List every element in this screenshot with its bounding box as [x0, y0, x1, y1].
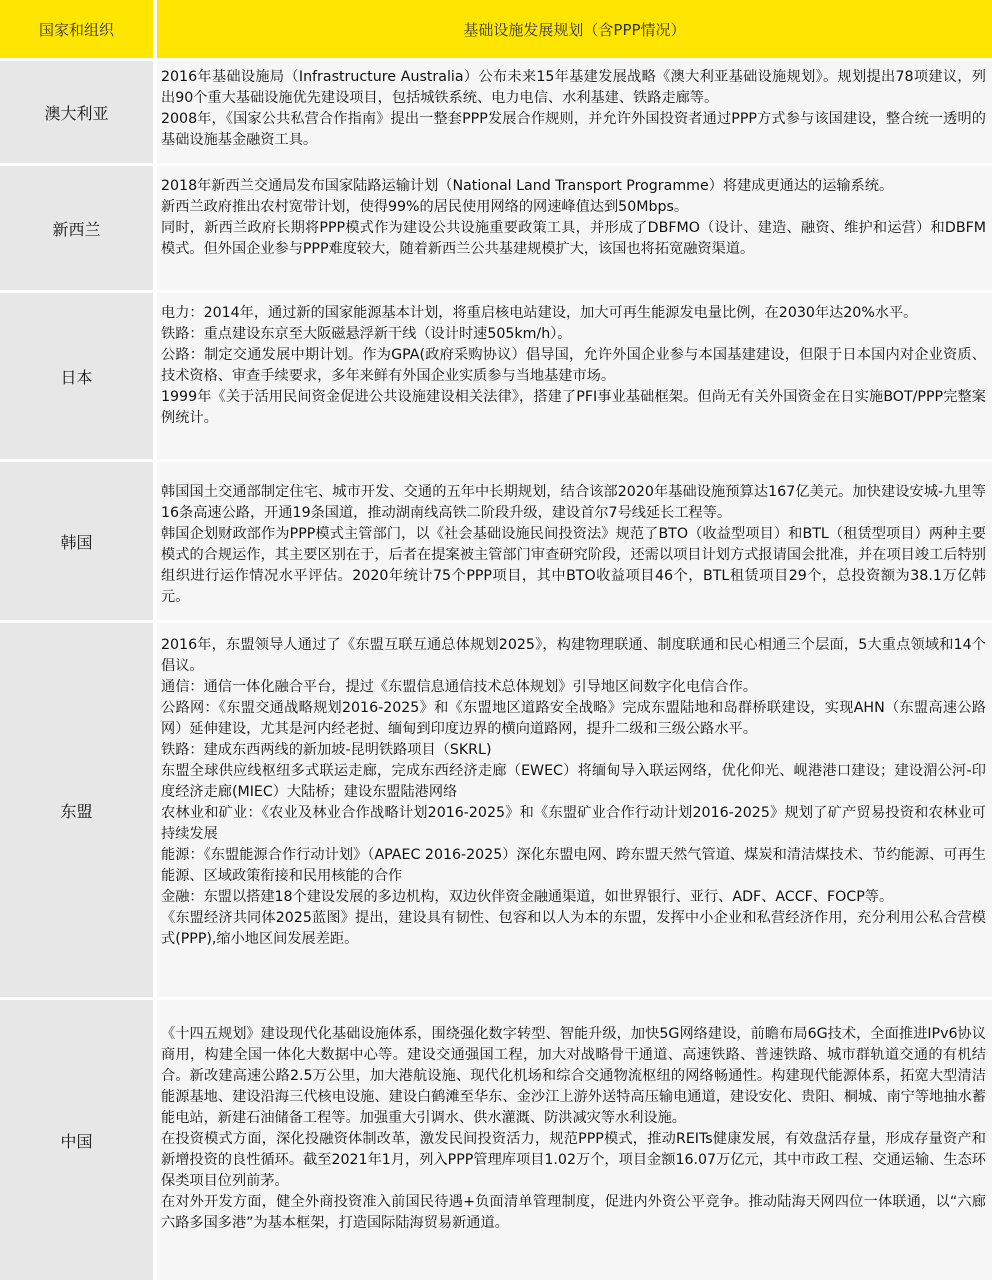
plan-paragraph: 铁路：重点建设东京至大阪磁悬浮新干线（设计时速505km/h）。: [161, 326, 572, 342]
plan-paragraph: 新西兰政府推出农村宽带计划，使得99%的居民使用网络的网速峰值达到50Mbps。: [161, 199, 689, 215]
plan-paragraph: 同时，新西兰政府长期将PPP模式作为建设公共设施重要政策工具，并形成了DBFMO（设计、建造、融资、维护和运营）和DBFM模式。但外国企业参与PPP难度较大，随着新西兰公共基建规模扩大，该国也将拓宽融资渠道。: [161, 220, 986, 257]
row-plan-korea: [157, 462, 992, 620]
table-row: [0, 1000, 992, 1280]
row-plan-new-zealand: [157, 166, 992, 290]
plan-paragraph: 2018年新西兰交通局发布国家陆路运输计划（National Land Transport Programme）将建成更通达的运输系统。: [161, 178, 894, 194]
plan-paragraph: 电力：2014年，通过新的国家能源基本计划，将重启核电站建设，加大可再生能源发电量比例，在2030年达20%水平。: [161, 305, 918, 321]
header-plan: 基础设施发展规划（含PPP情况）: [157, 0, 992, 58]
table-row: [0, 61, 992, 163]
table-header: [0, 0, 992, 58]
plan-paragraph: 《十四五规划》建设现代化基础设施体系，围绕强化数字转型、智能升级，加快5G网络建设，前瞻布局6G技术，全面推进IPv6协议商用，构建全国一体化大数据中心等。建设交通强国工程，加大对战略骨干通道、高速铁路、普速铁路、城市群轨道交通的有机结合。新改建高速公路2.5万公里，加大港航设施、现代化机场和综合交通物流枢纽的网络畅通性。构建现代能源体系，拓宽大型清洁能源基地、建设沿海三代核电设施、建设白鹤滩至华东、金沙江上游外送特高压输电通道，建设安化、贵阳、桐城、南宁等地抽水蓄能电站，新建石油储备工程等。加强重大引调水、供水灌溉、防洪减灾等水利设施。: [161, 1026, 986, 1126]
row-country-australia: 澳大利亚: [0, 61, 153, 163]
row-plan-australia: [157, 61, 992, 163]
plan-paragraph: 在投资模式方面，深化投融资体制改革，激发民间投资活力，规范PPP模式，推动REITs健康发展，有效盘活存量，形成存量资产和新增投资的良性循环。截至2021年1月，列入PPP管理库项目1.02万个，项目金额16.07万亿元，其中市政工程、交通运输、生态环保类项目位列前茅。: [161, 1131, 986, 1189]
header-country: 国家和组织: [0, 0, 153, 58]
plan-paragraph: 在对外开发方面，健全外商投资准入前国民待遇+负面清单管理制度，促进内外资公平竞争。推动陆海天网四位一体联通，以“六廊六路多国多港”为基本框架，打造国际陆海贸易新通道。: [161, 1194, 986, 1231]
plan-paragraph: 东盟全球供应线枢纽多式联运走廊，完成东西经济走廊（EWEC）将缅甸导入联运网络，优化仰光、岘港港口建设；建设湄公河-印度经济走廊(MIEC）大陆桥；建设东盟陆港网络: [161, 763, 986, 800]
plan-paragraph: 能源：《东盟能源合作行动计划》（APAEC 2016-2025）深化东盟电网、跨东盟天然气管道、煤炭和清洁煤技术、节约能源、可再生能源、区域政策衔接和民用核能的合作: [161, 847, 986, 884]
plan-paragraph: 《东盟经济共同体2025蓝图》提出，建设具有韧性、包容和以人为本的东盟，发挥中小企业和私营经济作用，充分利用公私合营模式(PPP),缩小地区间发展差距。: [161, 910, 986, 947]
table-row: [0, 293, 992, 459]
row-country-asean: 东盟: [0, 623, 153, 997]
plan-paragraph: 2016年，东盟领导人通过了《东盟互联互通总体规划2025》，构建物理联通、制度联通和民心相通三个层面，5大重点领域和14个倡议。: [161, 637, 986, 674]
plan-paragraph: 通信：通信一体化融合平台，提过《东盟信息通信技术总体规划》引导地区间数字化电信合作。: [161, 679, 757, 695]
row-country-china: 中国: [0, 1000, 153, 1280]
row-country-new-zealand: 新西兰: [0, 166, 153, 290]
plan-paragraph: 韩国国土交通部制定住宅、城市开发、交通的五年中长期规划，结合该部2020年基础设施预算达167亿美元。加快建设安城-九里等16条高速公路，开通19条国道，推动湖南线高铁二阶段升级，建设首尔7号线延长工程等。: [161, 484, 986, 521]
table-row: [0, 623, 992, 997]
row-plan-japan: [157, 293, 992, 459]
row-plan-asean: [157, 623, 992, 997]
table-row: [0, 166, 992, 290]
row-country-korea: 韩国: [0, 462, 153, 620]
plan-paragraph: 铁路：建成东西两线的新加坡-昆明铁路项目（SKRL): [161, 742, 492, 758]
plan-paragraph: 金融：东盟以搭建18个建设发展的多边机构，双边伙伴资金融通渠道，如世界银行、亚行、ADF、ACCF、FOCP等。: [161, 889, 894, 905]
plan-paragraph: 韩国企划财政部作为PPP模式主管部门，以《社会基础设施民间投资法》规范了BTO（收益型项目）和BTL（租赁型项目）两种主要模式的合规运作，其主要区别在于，后者在提案被主管部门审查研究阶段，还需以项目计划方式报请国会批准，并在项目竣工后特别组织进行运作情况水平评估。2020年统计75个PPP项目，其中BTO收益项目46个，BTL租赁项目29个，总投资额为38.1万亿韩元。: [161, 526, 986, 605]
table-row: [0, 462, 992, 620]
plan-paragraph: 2008年，《国家公共私营合作指南》提出一整套PPP发展合作规则，并允许外国投资者通过PPP方式参与该国建设，整合统一透明的基础设施基金融资工具。: [161, 111, 986, 148]
plan-paragraph: 农林业和矿业：《农业及林业合作战略计划2016-2025》和《东盟矿业合作行动计划2016-2025》规划了矿产贸易投资和农林业可持续发展: [161, 805, 986, 842]
plan-paragraph: 公路网：《东盟交通战略规划2016-2025》和《东盟地区道路安全战略》完成东盟陆地和岛群桥联建设，实现AHN（东盟高速公路网）延伸建设，尤其是河内经老挝、缅甸到印度边界的横向道路网，提升二级和三级公路水平。: [161, 700, 986, 737]
row-country-japan: 日本: [0, 293, 153, 459]
row-plan-china: [157, 1000, 992, 1280]
plan-paragraph: 2016年基础设施局（Infrastructure Australia）公布未来15年基建发展战略《澳大利亚基础设施规划》。规划提出78项建议，列出90个重大基础设施优先建设项目，包括城铁系统、电力电信、水利基建、铁路走廊等。: [161, 69, 986, 106]
plan-paragraph: 1999年《关于活用民间资金促进公共设施建设相关法律》，搭建了PFI事业基础框架。但尚无有关外国资金在日实施BOT/PPP完整案例统计。: [161, 389, 986, 426]
plan-paragraph: 公路：制定交通发展中期计划。作为GPA(政府采购协议）倡导国，允许外国企业参与本国基建建设，但限于日本国内对企业资质、技术资格、审查手续要求，多年来鲜有外国企业实质参与当地基建市场。: [161, 347, 986, 384]
